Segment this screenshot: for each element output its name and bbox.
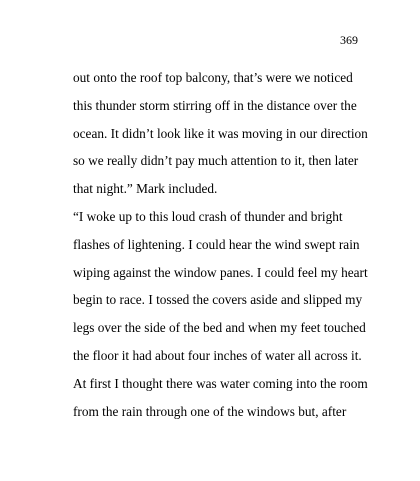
page-number: 369 bbox=[340, 33, 358, 47]
text-line: At first I thought there was water coming into the room bbox=[73, 375, 368, 391]
text-line: so we really didn’t pay much attention to it, then later bbox=[73, 153, 359, 169]
text-line: flashes of lightening. I could hear the wind swept rain bbox=[73, 236, 360, 252]
text-line: from the rain through one of the windows but, after bbox=[73, 403, 347, 419]
text-line: legs over the side of the bed and when my feet touched bbox=[73, 320, 366, 336]
text-line: that night.” Mark included. bbox=[73, 181, 218, 197]
text-line: begin to race. I tossed the covers aside and slipped my bbox=[73, 292, 363, 308]
text-line: wiping against the window panes. I could feel my heart bbox=[73, 264, 368, 280]
text-line: ocean. It didn’t look like it was moving in our direction bbox=[73, 125, 368, 141]
text-line: “I woke up to this loud crash of thunder and bright bbox=[73, 208, 343, 224]
text-line: the floor it had about four inches of water all across it. bbox=[73, 347, 362, 363]
body-text bbox=[73, 64, 373, 425]
text-line: this thunder storm stirring off in the distance over the bbox=[73, 97, 357, 113]
text-line: out onto the roof top balcony, that’s were we noticed bbox=[73, 70, 353, 85]
